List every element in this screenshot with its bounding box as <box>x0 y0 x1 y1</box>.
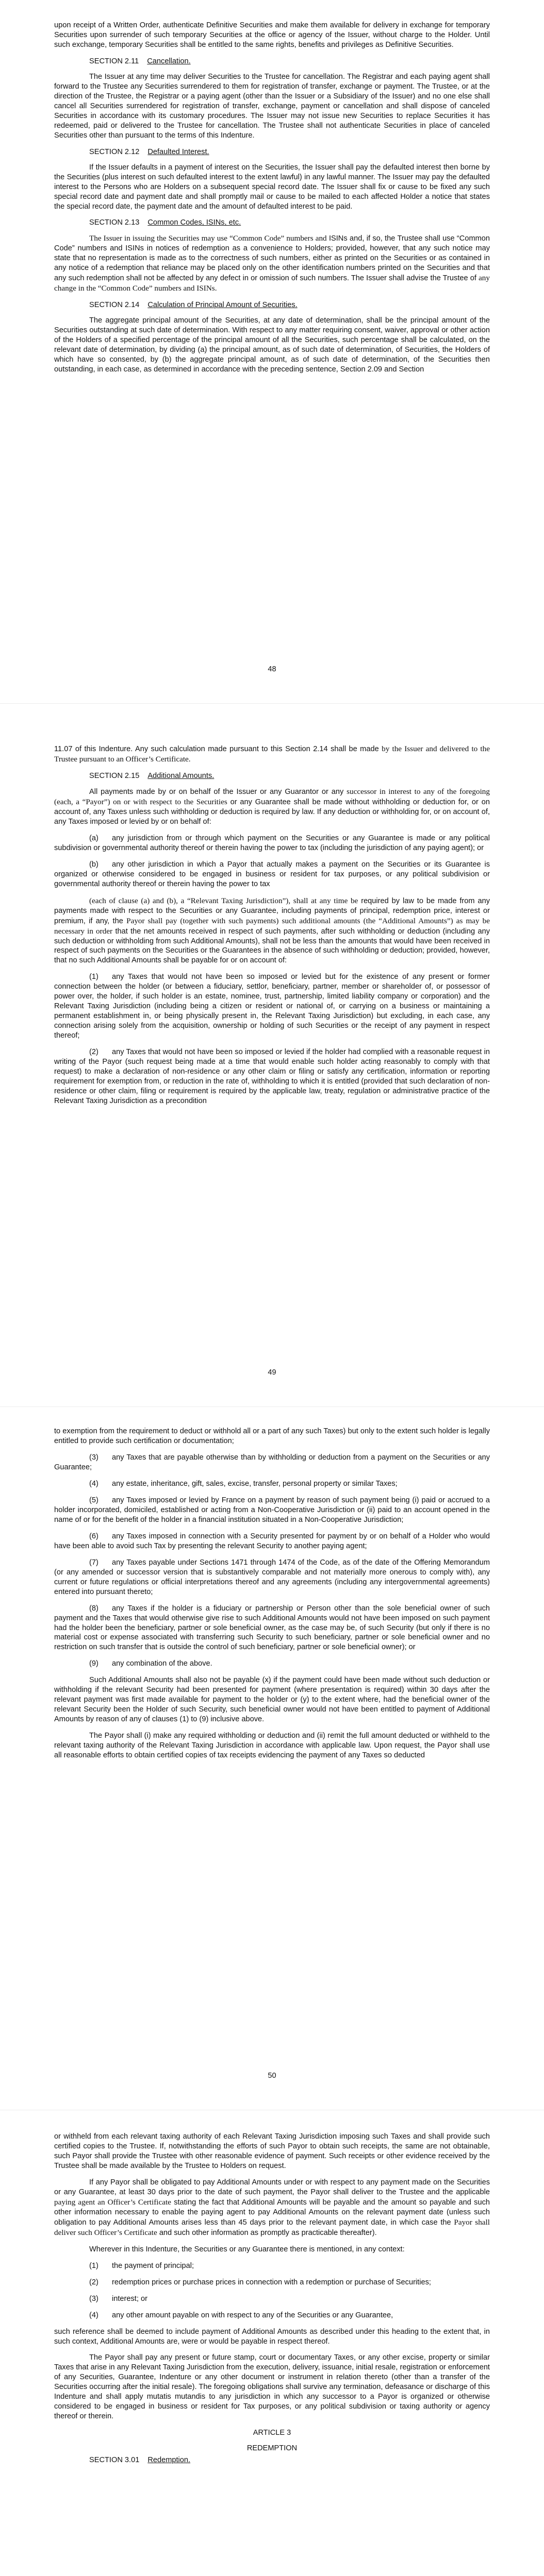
list-item-text: any Taxes imposed in connection with a Security presented for payment by or on behalf of a Holder who would have been able to avoid such Tax by presenting the relevant Security to another paying agent; <box>54 1532 490 1550</box>
list-item <box>54 2278 490 2287</box>
page-49 <box>0 703 544 1406</box>
list-item <box>54 972 490 1041</box>
list-marker: (4) <box>89 2311 98 2319</box>
list-item-text: any Taxes imposed or levied by France on a payment by reason of such payment being (i) paid or accrued to a holder incorporated, domiciled, established or acting from a Non-Cooperative Jurisdiction or (ii) paid to an account opened in the name of or for the benefit of the holder in a financial institution situated in a Non-Cooperative Jurisdiction; <box>54 1496 490 1524</box>
text-run: stating the fact that Additional Amounts will be payable and the amount so payable and such other information necessary to enable the paying agent to pay Additional Amounts on the relevant payment date (unless such obligation to pay Additional Amounts arises less than 45 days prior to the relevant payment date, in which case the <box>54 2198 490 2227</box>
list-item-text: any Taxes that would not have been so imposed or levied but for the existence of any present or former connection between the holder (or between a fiduciary, settlor, beneficiary, partner, member or shareholder of, or possessor of power over, the holder, if such holder is an estate, nominee, trust, partnership, limited liability company or corporation) and the Relevant Taxing Jurisdiction (including being a citizen or resident or national of, or carrying on a business or maintaining a permanent establishment in, or being physically present in, the Relevant Taxing Jurisdiction) but excluding, in each case, any connection arising solely from the acquisition, ownership or holding of such Securities or the receipt of any payment in respect thereof; <box>54 973 490 1040</box>
list-marker: (5) <box>89 1496 98 1504</box>
text-run: any change in the “Common Code” numbers and ISINs. <box>54 274 490 293</box>
list-item <box>54 860 490 889</box>
paragraph <box>54 787 490 827</box>
text-run: Payor shall pay (together with such payments) such additional amounts (the “Additional Amounts”) as may be necessary in order <box>54 916 490 936</box>
text-run: The Issuer in issuing the Securities may use “Common Code” numbers and <box>89 234 327 243</box>
list-marker: (3) <box>89 2294 98 2303</box>
list-marker: (2) <box>89 1048 98 1057</box>
list-item <box>54 1047 490 1106</box>
text-run: All payments made by or on behalf of the Issuer or any Guarantor or any <box>89 787 344 796</box>
section-number: SECTION 2.15 <box>89 771 140 780</box>
list-marker: (1) <box>89 973 98 981</box>
section-number: SECTION 2.11 <box>89 57 139 65</box>
list-item <box>54 1453 490 1472</box>
text-run: required by law to be made from any payments made with respect to the Securities or any Guarantee, including payments of principal, redemption price, interest or premium, if any, the <box>54 896 490 925</box>
section-heading-2-15 <box>54 771 490 781</box>
list-marker: (7) <box>89 1558 98 1567</box>
text-run: 11.07 of this Indenture. Any such calculation made pursuant to this Section 2.14 shall be made <box>54 745 379 753</box>
list-item-text: any Taxes payable under Sections 1471 through 1474 of the Code, as of the date of the Offering Memorandum (or any amended or successor version that is substantively comparable and not materially more onerous to comply with), any current or future regulations or official interpretations thereof and any agreements (including any intergovernmental agreements) entered into pursuant thereto; <box>54 1558 490 1596</box>
list-item <box>54 1604 490 1653</box>
page-51 <box>0 2110 544 2576</box>
list-item-text: interest; or <box>112 2294 147 2303</box>
section-heading-2-14 <box>54 300 490 310</box>
paragraph: The Payor shall (i) make any required withholding or deduction and (ii) remit the full amount deducted or withheld to the relevant taxing authority of the Relevant Taxing Jurisdiction in accordance with applicable law. Upon request, the Payor shall use all reasonable efforts to obtain certified copies of tax receipts evidencing the payment of any Taxes so deducted <box>54 1732 490 1760</box>
section-title: Defaulted Interest. <box>147 147 209 156</box>
page-48 <box>0 0 544 703</box>
paragraph: Such Additional Amounts shall also not be payable (x) if the payment could have been made without such deduction or withholding if the relevant Security had been presented for payment (where presentation is required) within 30 days after the relevant payment was first made available for payment to the holder or (y) to the extent where, had the beneficial owner of the relevant Security been the Holder of such Security, such beneficial owner would not have been entitled to payment of Additional Amounts by reason of any of clauses (1) to (9) inclusive above. <box>54 1676 490 1724</box>
page-number: 48 <box>268 665 276 673</box>
list-item-text: the payment of principal; <box>112 2261 194 2270</box>
list-item <box>54 2294 490 2304</box>
list-item <box>54 1532 490 1551</box>
list-item <box>54 2311 490 2320</box>
text-run: ISINs and, if so, the Trustee shall use “Common Code” numbers and ISINs in notices of redemption as a convenience to Holders; provided, however, that any such notice may state that no representation is made as to the correctness of such numbers, either as printed on the Securities or as contained in any notice of a redemption that reliance may be placed only on the other identification numbers printed on the Securities and that any such redemption shall not be affected by any defect in or omission of such numbers. The Issuer shall advise the Trustee of <box>54 234 490 283</box>
article-number: ARTICLE 3 <box>253 2429 291 2437</box>
section-title: Common Codes, ISINs, etc. <box>147 218 241 227</box>
list-item <box>54 1479 490 1489</box>
list-marker: (6) <box>89 1532 98 1540</box>
paragraph: The aggregate principal amount of the Securities, at any date of determination, shall be the principal amount of the Securities outstanding at such date of determination. With respect to any matter requiring consent, waiver, approval or other action of the Holders of a specified percentage of the principal amount of all the Securities, such percentage shall be calculated, on the relevant date of determination, by dividing (a) the principal amount, as of such date of determination, of Securities, the Holders of which have so consented, by (b) the aggregate principal amount, as of such date of determination, of the Securities then outstanding, in each case, as determined in accordance with the preceding sentence, Section 2.09 and Section <box>54 316 490 374</box>
list-item <box>54 1659 490 1669</box>
list-item <box>54 2261 490 2271</box>
paragraph <box>54 744 490 765</box>
paragraph: to exemption from the requirement to deduct or withhold all or a part of any such Taxes) but only to the extent such holder is legally entitled to provide such certification or documentation; <box>54 1427 490 1445</box>
section-number: SECTION 3.01 <box>89 2456 140 2465</box>
list-marker: (2) <box>89 2278 98 2286</box>
section-heading-2-12 <box>54 147 490 157</box>
section-heading-2-11 <box>54 57 490 66</box>
list-item <box>54 834 490 853</box>
section-number: SECTION 2.12 <box>89 147 140 156</box>
list-item <box>54 1558 490 1597</box>
page-50 <box>0 1406 544 2110</box>
section-number: SECTION 2.14 <box>89 301 140 310</box>
text-run: paying agent an Officer’s Certificate <box>54 2197 171 2207</box>
paragraph <box>54 896 490 966</box>
list-item-text: any combination of the above. <box>112 1659 212 1668</box>
list-item-text: any jurisdiction from or through which payment on the Securities or any Guarantee is made or any political subdivision or governmental authority thereof or therein having the power to tax (including the jurisdiction of any paying agent); or <box>54 834 490 852</box>
page-number: 50 <box>268 2072 276 2080</box>
list-item-text: any Taxes that would not have been so imposed or levied if the holder had complied with a reasonable request in writing of the Payor (such request being made at a time that would enable such holder acting reasonably to comply with that request) to make a declaration of non-residence or any other claim or filing or satisfy any certification, information or reporting requirement for exemption from, or reduction in the rate of, withholding to which it is entitled (provided that such declaration of non-residence or other claim, filing or requirement is required by the applicable law, treaty, regulation or administrative practice of the Relevant Taxing Jurisdiction as a precondition <box>54 1048 490 1106</box>
list-item-text: redemption prices or purchase prices in connection with a redemption or purchase of Securities; <box>112 2278 431 2286</box>
paragraph: If the Issuer defaults in a payment of interest on the Securities, the Issuer shall pay the defaulted interest then borne by the Securities (plus interest on such defaulted interest to the extent lawful) in any lawful manner. The Issuer may pay the defaulted interest to the Persons who are Holders on a subsequent special record date. The Issuer shall fix or cause to be fixed any such special record date and payment date and shall promptly mail or cause to be mailed to each affected Holder a notice that states the special record date, the payment date and the amount of defaulted interest to be paid. <box>54 163 490 211</box>
list-marker: (a) <box>89 834 98 842</box>
list-marker: (b) <box>89 860 98 869</box>
list-item-text: any Taxes that are payable otherwise than by withholding or deduction from a payment on the Securities or any Guarantee; <box>54 1453 490 1471</box>
paragraph: or withheld from each relevant taxing authority of each Relevant Taxing Jurisdiction imposing such Taxes and shall provide such certified copies to the Trustee. If, notwithstanding the efforts of such Payor to obtain such receipts, the same are not obtainable, such Payor shall provide the Trustee with other reasonable evidence of payment. Such receipts or other evidence received by the Trustee shall be made available by the Trustee to Holders on request. <box>54 2132 490 2170</box>
list-item <box>54 1496 490 1525</box>
paragraph <box>54 2178 490 2238</box>
section-title: Calculation of Principal Amount of Securities. <box>147 301 298 310</box>
list-marker: (8) <box>89 1604 98 1613</box>
list-item-text: any Taxes if the holder is a fiduciary or partnership or Person other than the sole beneficial owner of such payment and the Taxes that would otherwise give rise to such Additional Amounts would not have been imposed on such payment had the holder been the beneficiary, partner or sole beneficial owner, as the case may be, of such Security (but only if there is no material cost or expense associated with transferring such Security to such beneficiary, partner or sole beneficial owner and no restriction on such transfer that is outside the control of such beneficiary, partner or sole beneficial owner); or <box>54 1604 490 1652</box>
text-run: or any Guarantee shall be made without withholding or deduction for, or on account of, any Taxes unless such withholding or deduction is required by law. If any deduction or withholding for, or on account of, any Taxes imposed or levied by or on behalf of: <box>54 798 490 826</box>
text-run: If any Payor shall be obligated to pay Additional Amounts under or with respect to any payment made on the Securities or any Guarantee, at least 30 days prior to the date of such payment, the Payor shall deliver to the Trustee and the applicable <box>54 2178 490 2196</box>
list-marker: (3) <box>89 1453 98 1462</box>
section-title: Redemption. <box>147 2456 191 2465</box>
list-item-text: any estate, inheritance, gift, sales, excise, transfer, personal property or similar Taxes; <box>112 1479 398 1488</box>
list-item-text: any other jurisdiction in which a Payor that actually makes a payment on the Securities or its Guarantee is organized or otherwise considered to be engaged in business or resident for tax purposes, or any political subdivision or governmental authority thereof or therein having the power to tax <box>54 860 490 888</box>
section-heading-2-13 <box>54 218 490 228</box>
paragraph: such reference shall be deemed to include payment of Additional Amounts as described under this heading to the extent that, in such context, Additional Amounts are, were or would be payable in respect thereof. <box>54 2327 490 2346</box>
list-marker: (4) <box>89 1479 98 1488</box>
list-item-text: any other amount payable on with respect to any of the Securities or any Guarantee, <box>112 2311 393 2319</box>
text-run: by the Issuer and delivered to the Trustee pursuant to an Officer’s Certificate. <box>54 744 490 764</box>
page-number: 49 <box>268 1368 276 1377</box>
article-title: REDEMPTION <box>246 2444 298 2453</box>
paragraph: Wherever in this Indenture, the Securities or any Guarantee there is mentioned, in any context: <box>89 2245 405 2253</box>
section-heading-3-01 <box>54 2455 490 2465</box>
paragraph: The Payor shall pay any present or future stamp, court or documentary Taxes, or any other excise, property or similar Taxes that arise in any Relevant Taxing Jurisdiction from the execution, delivery, issuance, initial resale, registration or enforcement of any Securities, Guarantee, Indenture or any other document or instrument in relation thereto (other than a transfer of the Securities occurring after the initial resale). The foregoing obligations shall survive any termination, defeasance or discharge of this Indenture and shall apply mutatis mutandis to any jurisdiction in which any successor to a Payor is organized or otherwise considered to be engaged in business or resident for Tax purposes, or any political subdivision or taxing authority or agency thereof or therein. <box>54 2353 490 2421</box>
list-marker: (1) <box>89 2261 98 2270</box>
section-title: Cancellation. <box>147 57 191 65</box>
text-run: and such other information as promptly as practicable thereafter). <box>159 2228 377 2237</box>
paragraph: upon receipt of a Written Order, authenticate Definitive Securities and make them available for delivery in exchange for temporary Securities upon surrender of such temporary Securities at the office or agency of the Issuer, without charge to the Holder. Until such exchange, temporary Securities shall be entitled to the same rights, benefits and privileges as Definitive Securities. <box>54 21 490 49</box>
paragraph: The Issuer at any time may deliver Securities to the Trustee for cancellation. The Registrar and each paying agent shall forward to the Trustee any Securities surrendered to them for registration of transfer, exchange or payment. The Trustee, or at the direction of the Trustee, the Registrar or a paying agent (other than the Issuer or a Subsidiary of the Issuer) and no one else shall cancel all Securities surrendered for registration of transfer, exchange, payment or cancellation and shall dispose of canceled Securities in accordance with its customary procedures. The Issuer may not issue new Securities to replace Securities it has redeemed, paid or delivered to the Trustee for cancellation. The Trustee shall not authenticate Securities in place of canceled Securities other than pursuant to the terms of this Indenture. <box>54 72 490 140</box>
text-run: (each of clause (a) and (b), a “Relevant Taxing Jurisdiction”), shall at any time be <box>89 896 358 905</box>
text-run: successor in interest to any of the foregoing (each, a “Payor”) on or with respect to the Securities <box>54 787 490 806</box>
section-title: Additional Amounts. <box>147 771 215 780</box>
section-number: SECTION 2.13 <box>89 218 140 227</box>
text-run: Payor shall deliver such Officer’s Certificate <box>54 2217 490 2237</box>
text-run: that the net amounts received in respect of such payments, after such withholding or deduction (including any such deduction or withholding from such Additional Amounts), shall not be less than the amounts that would have been received in respect of such payments on the Securities or the Guarantees in the absence of such withholding or deduction; provided, however, that no such Additional Amounts shall be payable for or on account of: <box>54 927 490 965</box>
paragraph <box>54 233 490 294</box>
list-marker: (9) <box>89 1659 98 1668</box>
